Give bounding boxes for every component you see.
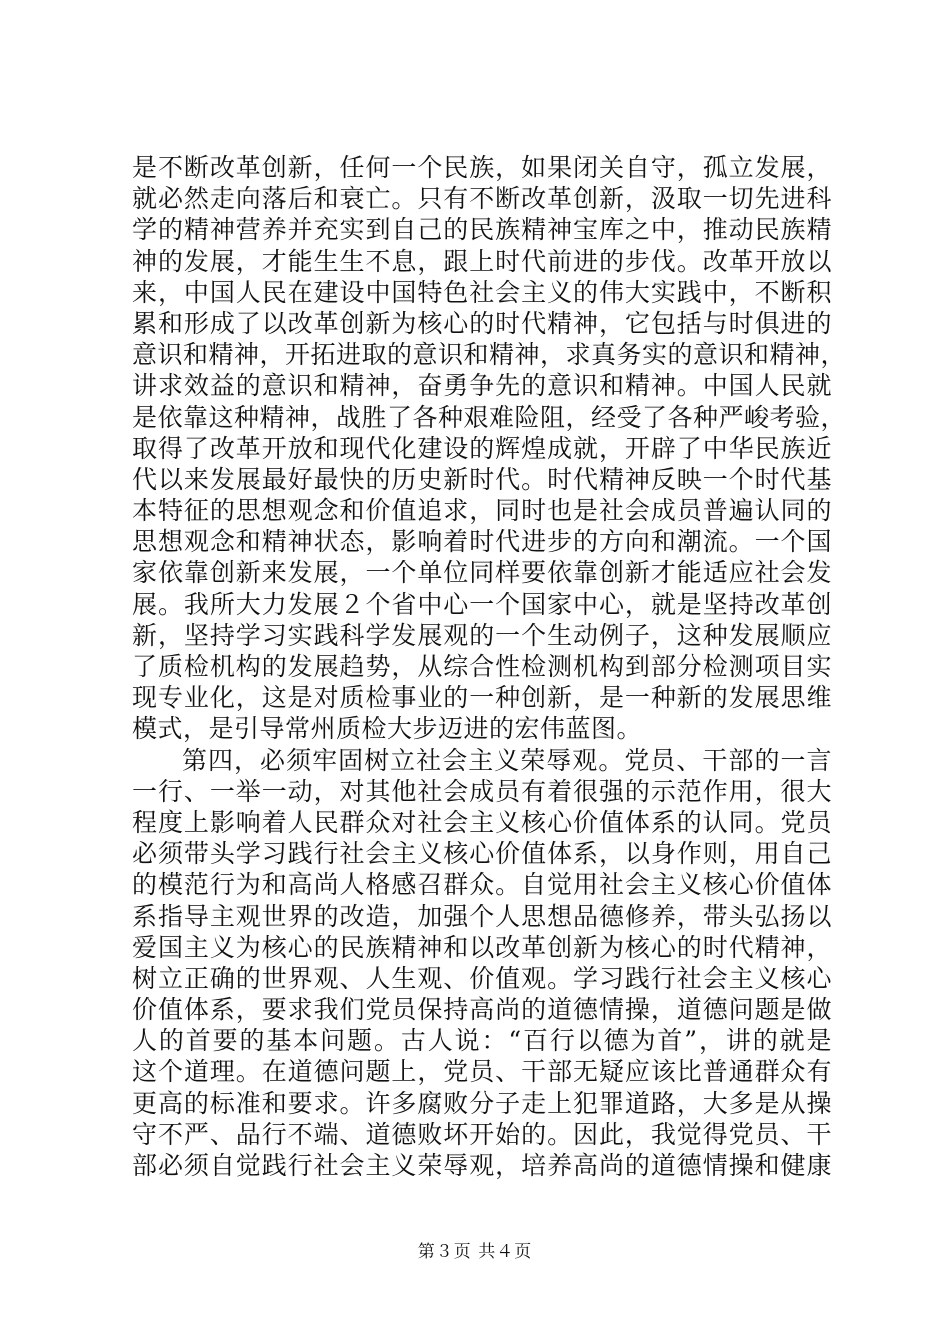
text-line: 必须带头学习践行社会主义核心价值体系，以身作则，用自己 bbox=[132, 839, 832, 869]
text-line: 取得了改革开放和现代化建设的辉煌成就，开辟了中华民族近 bbox=[132, 433, 832, 463]
text-line: 展。我所大力发展２个省中心一个国家中心，就是坚持改革创 bbox=[132, 589, 832, 619]
page-number-footer: 第３页 共４页 bbox=[417, 1242, 533, 1262]
document-body bbox=[132, 152, 847, 1181]
text-line: 思想观念和精神状态，影响着时代进步的方向和潮流。一个国 bbox=[132, 527, 832, 557]
text-line: 第四，必须牢固树立社会主义荣辱观。党员、干部的一言 bbox=[182, 745, 832, 775]
text-line: 新，坚持学习实践科学发展观的一个生动例子，这种发展顺应 bbox=[132, 620, 832, 650]
text-line: 模式，是引导常州质检大步迈进的宏伟蓝图。 bbox=[132, 714, 643, 744]
text-line: 价值体系，要求我们党员保持高尚的道德情操，道德问题是做 bbox=[132, 995, 832, 1025]
text-line: 了质检机构的发展趋势，从综合性检测机构到部分检测项目实 bbox=[132, 652, 832, 681]
text-line: 本特征的思想观念和价值追求，同时也是社会成员普遍认同的 bbox=[132, 496, 832, 526]
paragraph-2 bbox=[132, 745, 832, 1182]
text-line: 部必须自觉践行社会主义荣辱观，培养高尚的道德情操和健康 bbox=[132, 1151, 832, 1180]
text-line: 代以来发展最好最快的历史新时代。时代精神反映一个时代基 bbox=[132, 464, 832, 494]
text-line: 一行、一举一动，对其他社会成员有着很强的示范作用，很大 bbox=[132, 776, 832, 806]
text-line: 累和形成了以改革创新为核心的时代精神，它包括与时俱进的 bbox=[132, 308, 832, 338]
text-line: 人的首要的基本问题。古人说：“百行以德为首”，讲的就是 bbox=[132, 1026, 832, 1056]
text-line: 这个道理。在道德问题上，党员、干部无疑应该比普通群众有 bbox=[132, 1057, 832, 1087]
text-line: 就必然走向落后和衰亡。只有不断改革创新，汲取一切先进科 bbox=[132, 184, 832, 214]
text-line: 讲求效益的意识和精神，奋勇争先的意识和精神。中国人民就 bbox=[132, 371, 832, 401]
text-line: 守不严、品行不端、道德败坏开始的。因此，我觉得党员、干 bbox=[132, 1119, 832, 1149]
text-line: 程度上影响着人民群众对社会主义核心价值体系的认同。党员 bbox=[132, 807, 832, 837]
text-line: 是不断改革创新，任何一个民族，如果闭关自守，孤立发展， bbox=[132, 153, 832, 182]
text-line: 系指导主观世界的改造，加强个人思想品德修养，带头弘扬以 bbox=[132, 901, 832, 931]
text-line: 家依靠创新来发展，一个单位同样要依靠创新才能适应社会发 bbox=[132, 558, 832, 588]
text-line: 神的发展，才能生生不息，跟上时代前进的步伐。改革开放以 bbox=[132, 246, 832, 276]
text-line: 是依靠这种精神，战胜了各种艰难险阻，经受了各种严峻考验， bbox=[132, 402, 847, 432]
text-line: 爱国主义为核心的民族精神和以改革创新为核心的时代精神， bbox=[132, 932, 832, 962]
text-line: 来，中国人民在建设中国特色社会主义的伟大实践中，不断积 bbox=[132, 277, 832, 307]
paragraph-1 bbox=[132, 152, 847, 745]
text-line: 学的精神营养并充实到自己的民族精神宝库之中，推动民族精 bbox=[132, 215, 832, 245]
text-line: 树立正确的世界观、人生观、价值观。学习践行社会主义核心 bbox=[132, 963, 832, 993]
text-line: 意识和精神，开拓进取的意识和精神，求真务实的意识和精神， bbox=[132, 340, 847, 370]
text-line: 更高的标准和要求。许多腐败分子走上犯罪道路，大多是从操 bbox=[132, 1088, 832, 1118]
text-line: 的模范行为和高尚人格感召群众。自觉用社会主义核心价值体 bbox=[132, 870, 832, 900]
text-line: 现专业化，这是对质检事业的一种创新，是一种新的发展思维 bbox=[132, 683, 832, 713]
